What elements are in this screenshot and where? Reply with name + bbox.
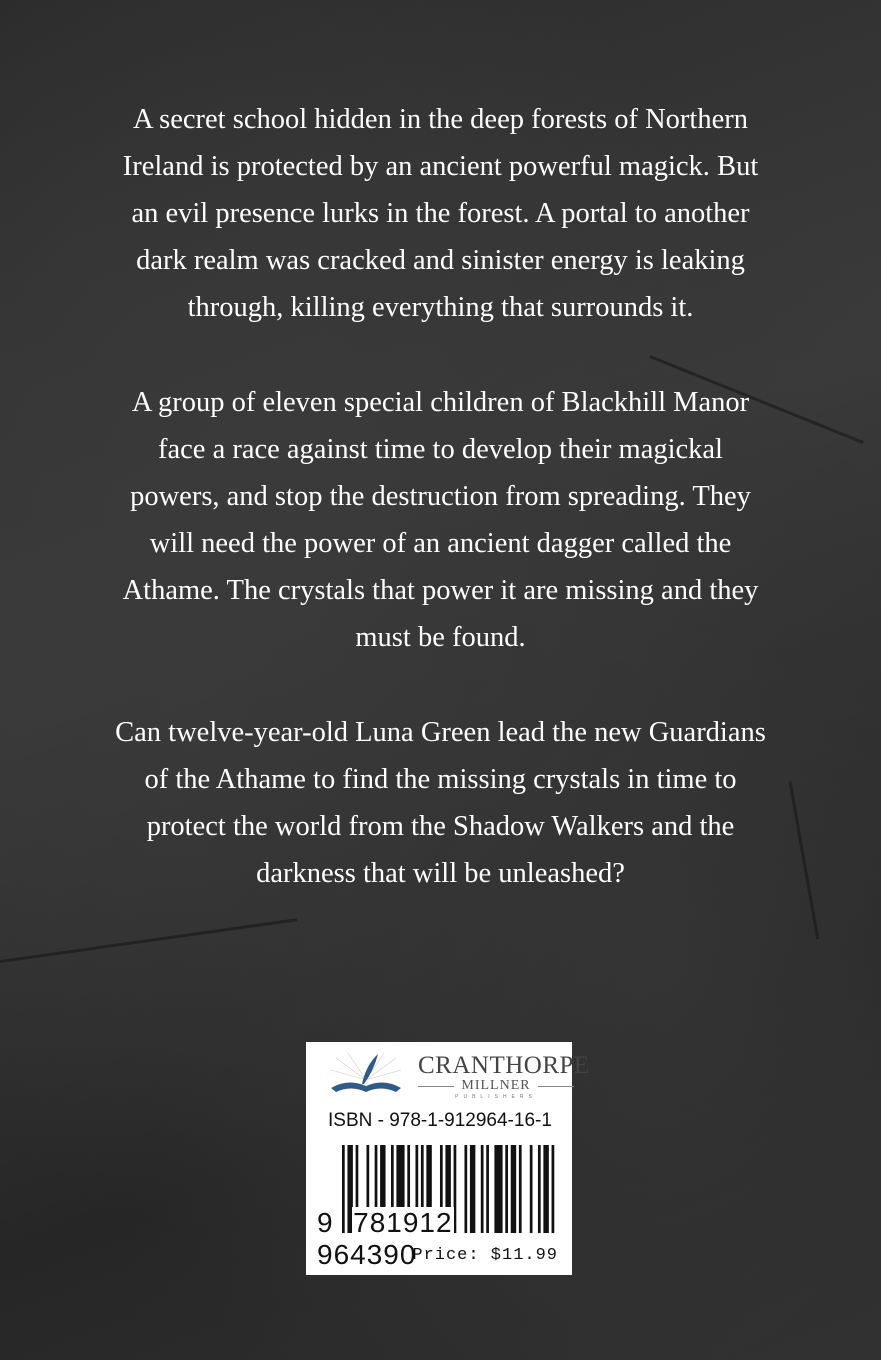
blurb-line: darkness that will be unleashed? <box>256 858 625 889</box>
blurb-line: A group of eleven special children of Blackhill Manor <box>131 387 750 418</box>
blurb-line: A secret school hidden in the deep forests of Northern <box>133 104 748 135</box>
barcode-digit-group-1: 781912 <box>353 1207 453 1238</box>
back-cover-blurb <box>40 96 841 945</box>
publisher-tagline: PUBLISHERS <box>455 1094 537 1100</box>
barcode-digit-group-2: 964390 <box>317 1239 417 1270</box>
blurb-line: dark realm was cracked and sinister energy is leaking <box>136 245 745 276</box>
blurb-line: must be found. <box>355 622 526 653</box>
blurb-line: protect the world from the Shadow Walkers and the <box>146 811 735 842</box>
blurb-line: face a race against time to develop their magickal <box>158 434 723 465</box>
blurb-line: of the Athame to find the missing crystals in time to <box>144 764 737 795</box>
publisher-logo <box>326 1050 590 1100</box>
open-book-quill-icon <box>326 1050 406 1095</box>
blurb-paragraph <box>40 379 841 661</box>
blurb-line: Athame. The crystals that power it are missing and they <box>122 575 759 606</box>
barcode-digit-first: 9 <box>317 1207 334 1238</box>
blurb-paragraph <box>40 96 841 331</box>
publisher-name: CRANTHORPE <box>418 1052 590 1079</box>
blurb-line: Can twelve-year-old Luna Green lead the new Guardians <box>115 717 766 748</box>
blurb-line: Ireland is protected by an ancient powerful magick. But <box>122 151 759 182</box>
blurb-line: through, killing everything that surrounds it. <box>187 292 694 323</box>
isbn-text: ISBN - 978-1-912964-16-1 <box>328 1110 552 1131</box>
barcode-label <box>306 1042 590 1275</box>
publisher-subname: MILLNER <box>418 1078 574 1094</box>
blurb-line: powers, and stop the destruction from spreading. They <box>130 481 751 512</box>
blurb-line: will need the power of an ancient dagger called the <box>149 528 732 559</box>
blurb-line: an evil presence lurks in the forest. A portal to another <box>131 198 750 229</box>
price-text: Price: $11.99 <box>412 1246 558 1265</box>
blurb-paragraph <box>40 709 841 897</box>
